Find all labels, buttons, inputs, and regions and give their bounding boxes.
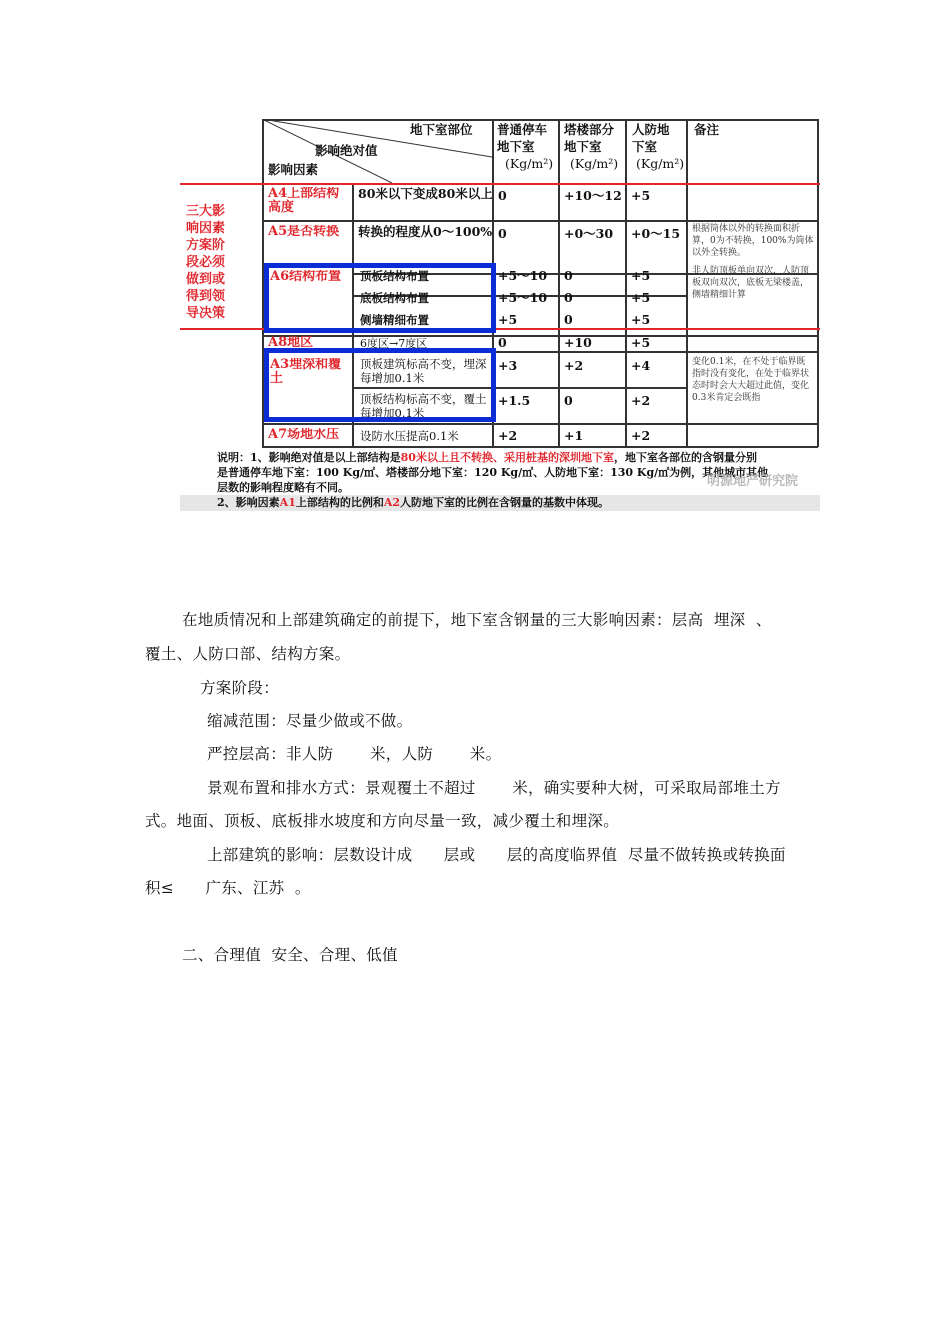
row-a3b-c2: 0 <box>564 394 573 408</box>
row-a3-note: 变化0.1米，在不处于临界既指时没有变化，在处于临界状态时时会大大超过此值，变化0.3米肯定会既指 <box>692 357 810 403</box>
red-separator <box>180 183 820 185</box>
header-corner-top: 地下室部位 <box>410 123 473 137</box>
grid-line <box>262 423 818 425</box>
paragraph-5-line-1: 景观布置和排水方式：景观覆土不超过 米，确实要种大树，可采取局部堆土方 <box>207 779 781 797</box>
row-a6b-c2: 0 <box>564 291 573 305</box>
row-a8-c2: +10 <box>564 336 592 350</box>
row-a3-c3: +4 <box>631 359 651 373</box>
grid-line <box>625 119 627 447</box>
paragraph-6-line-1: 上部建筑的影响：层数设计成 层或 层的高度临界值 尽量不做转换或转换面 <box>207 846 786 864</box>
paragraph-2: 方案阶段： <box>200 679 280 697</box>
row-a8-desc: 6度区→7度区 <box>360 337 428 350</box>
grid-line <box>686 119 688 447</box>
row-a5-c2: +0～30 <box>564 227 614 241</box>
row-a3-c2: +2 <box>564 359 584 373</box>
row-a5-c1: 0 <box>498 227 507 241</box>
row-a3-factor: A3埋深和覆土 <box>270 358 342 386</box>
row-a8-c1: 0 <box>498 336 507 350</box>
grid-line <box>262 335 818 337</box>
note-line-1: 说明：1、影响绝对值是以上部结构是80米以上且不转换、采用桩基的深圳地下室，地下室各部位的含钢量分别 <box>217 451 757 464</box>
row-a6c-c3: +5 <box>631 313 651 327</box>
side-label: 三大影响因素方案阶段必须做到或得到领导决策 <box>186 204 226 321</box>
row-a4-desc: 80米以下变成80米以上 <box>358 187 493 201</box>
row-a7-factor: A7场地水压 <box>268 428 340 442</box>
row-a4-factor: A4上部结构高度 <box>268 187 340 215</box>
row-a8-factor: A8地区 <box>268 336 314 350</box>
row-a6-desc3: 侧墙精细布置 <box>360 313 429 327</box>
header-col2-l1: 塔楼部分 <box>564 123 615 137</box>
row-a5-c3: +0～15 <box>631 227 681 241</box>
row-a4-c1: 0 <box>498 189 507 203</box>
row-a3-desc1: 顶板建筑标高不变，埋深每增加0.1米 <box>360 357 487 385</box>
grid-line <box>262 446 818 448</box>
row-a6-desc2: 底板结构布置 <box>360 291 429 305</box>
paragraph-3: 缩减范围：尽量少做或不做。 <box>207 712 413 730</box>
highlight-box-a6 <box>264 263 496 333</box>
row-a6-c3: +5 <box>631 269 651 283</box>
paragraph-1-line-2: 覆土、人防口部、结构方案。 <box>145 645 351 663</box>
header-corner-mid: 影响绝对值 <box>315 144 378 158</box>
row-a7-c3: +2 <box>631 429 651 443</box>
row-a6c-c1: +5 <box>498 313 518 327</box>
header-col1-l1: 普通停车 <box>497 123 548 137</box>
row-a6-c1: +5～10 <box>498 269 548 283</box>
paragraph-5-line-2: 式。地面、顶板、底板排水坡度和方向尽量一致，减少覆土和埋深。 <box>145 812 620 830</box>
row-a8-c3: +5 <box>631 336 651 350</box>
watermark: 明源地产研究院 <box>706 474 798 489</box>
row-a6b-c1: +5～10 <box>498 291 548 305</box>
paragraph-4: 严控层高：非人防 米，人防 米。 <box>207 745 502 763</box>
row-a3-c1: +3 <box>498 359 518 373</box>
row-a6-c2: 0 <box>564 269 573 283</box>
header-col1-l3: (Kg/m²) <box>505 157 554 171</box>
header-col3-l2: 下室 <box>632 140 658 154</box>
header-col4: 备注 <box>694 123 720 137</box>
row-a5-factor: A5是否转换 <box>268 225 340 239</box>
highlight-box-a3 <box>264 348 496 422</box>
row-a7-c2: +1 <box>564 429 584 443</box>
header-col2-l3: (Kg/m²) <box>570 157 619 171</box>
header-col1-l2: 地下室 <box>497 140 535 154</box>
row-a3b-c3: +2 <box>631 394 651 408</box>
row-a5-note: 根据筒体以外的转换面积折算，0为不转换，100%为筒体以外全转换。 <box>692 224 814 258</box>
row-a5-desc: 转换的程度从0～100% <box>358 225 493 239</box>
row-a6-note: 非人防顶板单向双次，人防顶板双向双次，底板无梁楼盖，侧墙精细计算 <box>692 266 810 300</box>
note-line-3: 层数的影响程度略有不同。 <box>217 481 349 494</box>
paragraph-1-line-1: 在地质情况和上部建筑确定的前提下，地下室含钢量的三大影响因素：层高 埋深 、 <box>182 611 772 629</box>
row-a4-c2: +10～12 <box>564 189 622 203</box>
row-a7-desc: 设防水压提高0.1米 <box>360 429 459 443</box>
row-a3b-c1: +1.5 <box>498 394 531 408</box>
header-col2-l2: 地下室 <box>564 140 602 154</box>
row-a6-desc1: 顶板结构布置 <box>360 269 429 283</box>
grid-line <box>262 220 818 222</box>
header-col3-l3: (Kg/m²) <box>636 157 685 171</box>
row-a3-desc2: 顶板结构标高不变，覆土每增加0.1米 <box>360 392 487 420</box>
header-col3-l1: 人防地 <box>632 123 670 137</box>
steel-ratio-table-figure <box>180 113 820 511</box>
note-line-2: 是普通停车地下室：100 Kg/㎡、塔楼部分地下室：120 Kg/㎡、人防地下室：130 Kg/㎡为例，其他城市其他 <box>217 466 769 479</box>
header-corner-bottom: 影响因素 <box>268 163 319 177</box>
note-line-4: 2、影响因素A1上部结构的比例和A2人防地下室的比例在含钢量的基数中体现。 <box>217 496 610 509</box>
section-heading-2: 二、合理值 安全、合理、低值 <box>182 946 398 964</box>
row-a6b-c3: +5 <box>631 291 651 305</box>
row-a6c-c2: 0 <box>564 313 573 327</box>
row-a4-c3: +5 <box>631 189 651 203</box>
paragraph-6-line-2: 积≤ 广东、江苏 。 <box>145 879 311 897</box>
grid-line <box>558 119 560 447</box>
row-a6-factor: A6结构布置 <box>270 270 342 284</box>
grid-line <box>817 119 819 447</box>
row-a7-c1: +2 <box>498 429 518 443</box>
